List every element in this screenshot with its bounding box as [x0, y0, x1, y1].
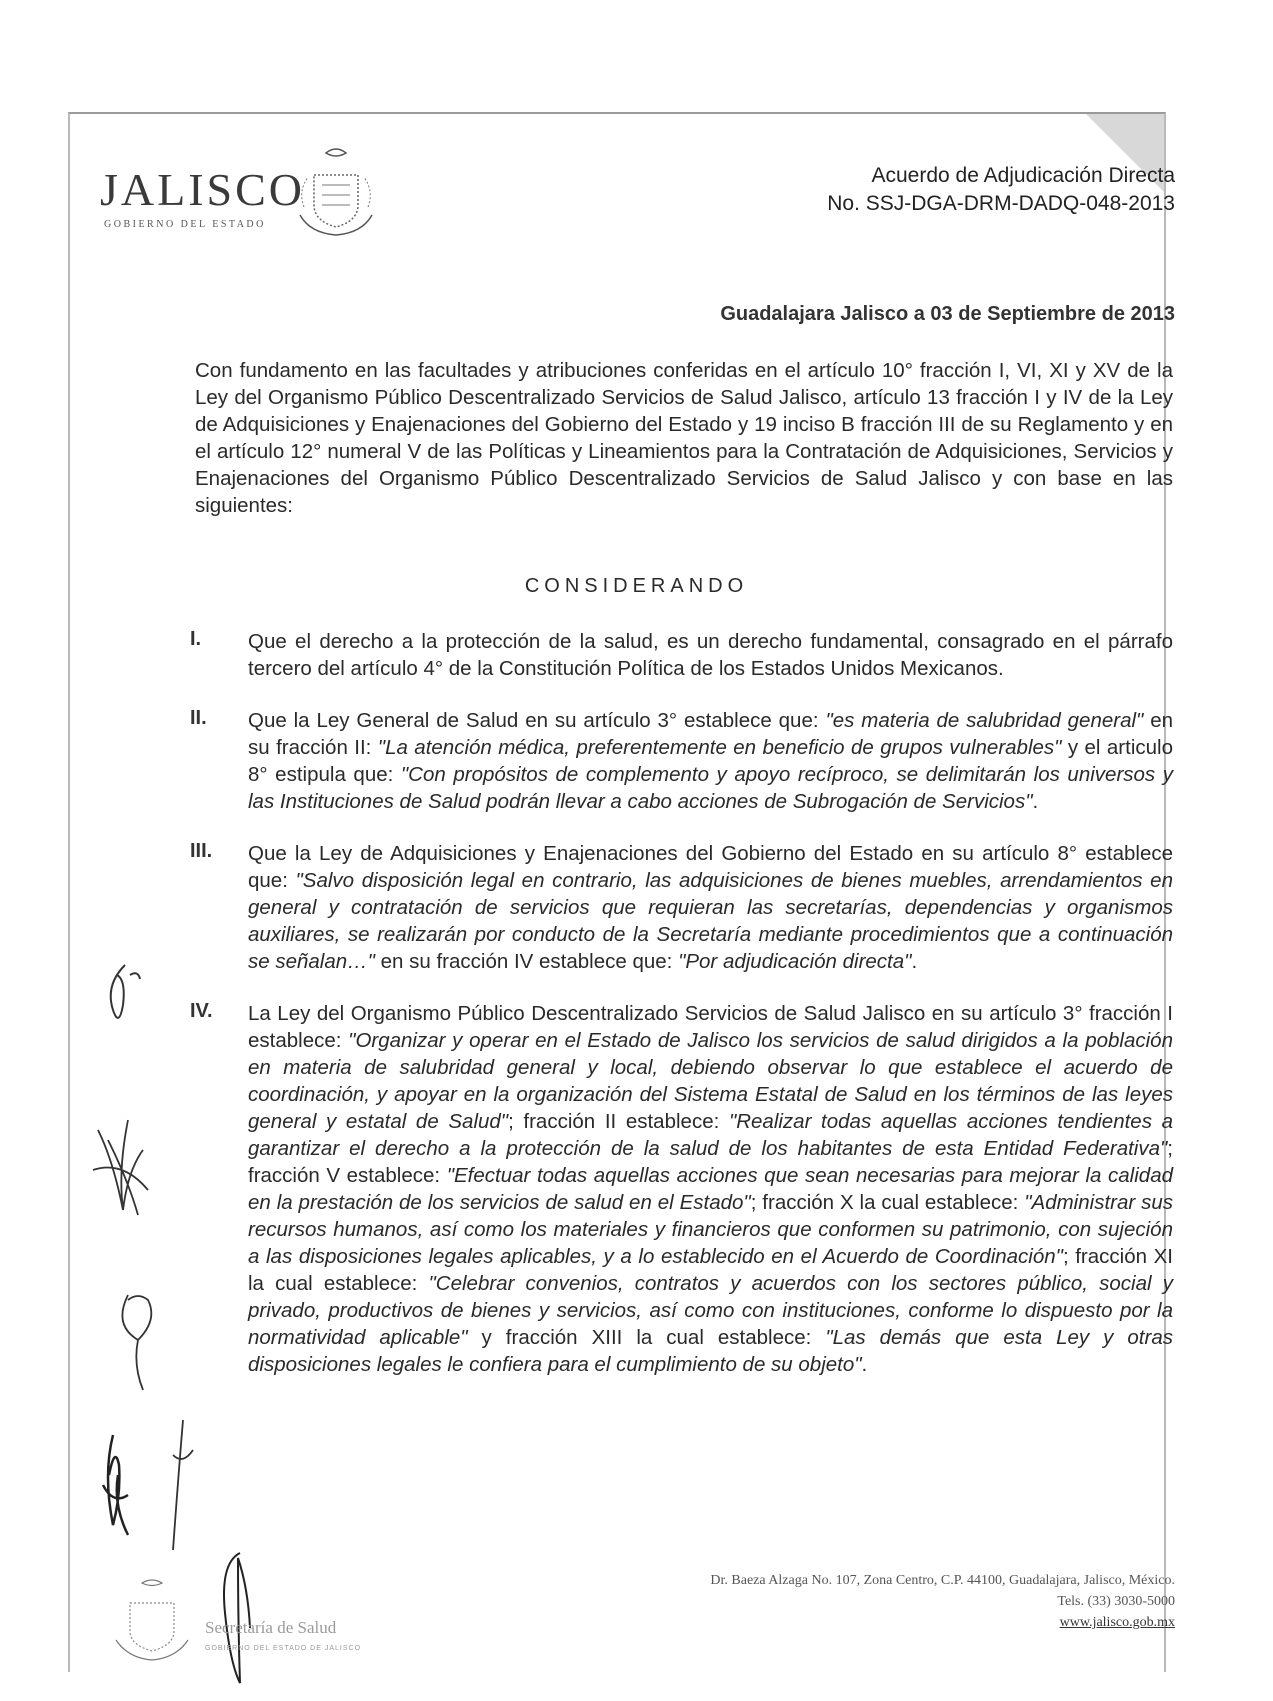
quoted-text: "Las demás que esta Ley y otras disposiciones legales le confiera para el cumplimiento de su objeto" [248, 1326, 1173, 1376]
footer-secretaria: Secretaría de Salud [205, 1618, 337, 1637]
text-run: Que la Ley de Adquisiciones y Enajenaciones del Gobierno del Estado en su artículo 8° establece que: [248, 842, 1173, 892]
text-run: en su fracción II: [248, 709, 1173, 759]
initials-signature-2 [88, 1110, 158, 1220]
item-number: IV. [190, 1000, 213, 1022]
considerando-heading: CONSIDERANDO [524, 575, 749, 597]
item-number: III. [190, 840, 213, 862]
quoted-text: "Efectuar todas aquellas acciones que sean necesarias para mejorar la calidad en la prestación de los servicios de salud en el Estado" [248, 1164, 1173, 1214]
list-item [190, 628, 1173, 682]
jalisco-logo [100, 145, 380, 240]
initials-signature-1 [95, 960, 150, 1035]
initials-signature-3 [108, 1285, 178, 1395]
item-number: II. [190, 707, 207, 729]
text-run: La Ley del Organismo Público Descentralizado Servicios de Salud Jalisco en su artículo 3° fracción I establece: [248, 1002, 1173, 1052]
footer-address: Dr. Baeza Alzaga No. 107, Zona Centro, C.P. 44100, Guadalajara, Jalisco, México. [710, 1573, 1175, 1588]
quoted-text: "Por adjudicación directa" [678, 950, 912, 973]
list-item [190, 840, 1173, 975]
text-run: y fracción XIII la cual establece: [467, 1326, 826, 1349]
text-run: Que la Ley General de Salud en su artículo 3° establece que: [248, 709, 826, 732]
date-line: Guadalajara Jalisco a 03 de Septiembre de 2013 [720, 303, 1175, 325]
text-run: ; fracción X la cual establece: [750, 1191, 1025, 1214]
item-text [248, 707, 1173, 815]
quoted-text: "Salvo disposición legal en contrario, las adquisiciones de bienes muebles, arrendamientos en general y contratación de servicios que requieran las secretarías, dependencias y organismos auxiliares, se realizarán por conducto de la Secretaría mediante procedimientos que a continuación se señalan…" [248, 869, 1173, 973]
title-line-1: Acuerdo de Adjudicación Directa [871, 164, 1175, 187]
quoted-text: "es materia de salubridad general" [825, 709, 1144, 732]
item-text [248, 1000, 1173, 1378]
quoted-text: "Con propósitos de complemento y apoyo recíproco, se delimitarán los universos y las Instituciones de Salud podrán llevar a cabo acciones de Subrogación de Servicios" [248, 763, 1173, 813]
quoted-text: "Realizar todas aquellas acciones tendientes a garantizar el derecho a la protección de la salud de los habitantes de esta Entidad Federativa" [248, 1110, 1173, 1160]
text-run: ; fracción II establece: [508, 1110, 729, 1133]
considerando-list [190, 628, 1173, 1403]
quoted-text: "Organizar y operar en el Estado de Jalisco los servicios de salud dirigidos a la población en materia de salubridad general y local, debiendo observar lo que establece el acuerdo de coordinación, y apoyar en la organización del Sistema Estatal de Salud en los términos de las leyes general y estatal de Salud" [248, 1029, 1173, 1133]
item-number: I. [190, 628, 202, 650]
initials-signature-4 [88, 1415, 208, 1555]
text-run: . [861, 1353, 868, 1376]
text-run: . [911, 950, 918, 973]
item-text: Que el derecho a la protección de la salud, es un derecho fundamental, consagrado en el párrafo tercero del artículo 4° de la Constitución Política de los Estados Unidos Mexicanos. [248, 630, 1173, 680]
text-run: ; fracción V establece: [248, 1137, 1173, 1187]
text-run: en su fracción IV establece que: [374, 950, 679, 973]
logo-subtitle: GOBIERNO DEL ESTADO [104, 219, 266, 230]
quoted-text: "Celebrar convenios, contratos y acuerdos con los sectores público, social y privado, productivos de bienes y servicios, así como con instituciones, conforme lo dispuesto por la normatividad aplicable" [248, 1272, 1173, 1349]
footer-phone: Tels. (33) 3030-5000 [1057, 1594, 1175, 1609]
text-run: y el articulo 8° estipula que: [248, 736, 1173, 786]
intro-paragraph: Con fundamento en las facultades y atribuciones conferidas en el artículo 10° fracción I, VI, XI y XV de la Ley del Organismo Público Descentralizado Servicios de Salud Jalisco, artículo 13 fracción I y IV de la Ley de Adquisiciones y Enajenaciones del Gobierno del Estado y 19 inciso B fracción III de su Reglamento y en el artículo 12° numeral V de las Políticas y Lineamientos para la Contratación de Adquisiciones, Servicios y Enajenaciones del Organismo Público Descentralizado Servicios de Salud Jalisco y con base en las siguientes: [195, 359, 1173, 517]
footer-website-link[interactable]: www.jalisco.gob.mx [1059, 1615, 1175, 1630]
text-run: . [1032, 790, 1039, 813]
footer-secretaria-sub: GOBIERNO DEL ESTADO DE JALISCO [205, 1645, 362, 1652]
title-line-2: No. SSJ-DGA-DRM-DADQ-048-2013 [827, 192, 1175, 215]
text-run: ; fracción XI la cual establece: [248, 1245, 1173, 1295]
logo-word: JALISCO [100, 164, 306, 215]
quoted-text: "La atención médica, preferentemente en beneficio de grupos vulnerables" [377, 736, 1062, 759]
state-seal-icon [296, 145, 376, 240]
document-title [827, 162, 1175, 218]
list-item [190, 707, 1173, 815]
quoted-text: "Administrar sus recursos humanos, así como los materiales y financieros que conformen su patrimonio, con sujeción a las disposiciones legales aplicables, y a lo establecido en el Acuerdo de Coordinación" [248, 1191, 1173, 1268]
footer-seal-icon [110, 1578, 195, 1668]
item-text [248, 840, 1173, 975]
list-item [190, 1000, 1173, 1378]
footer-address-block [710, 1570, 1175, 1633]
